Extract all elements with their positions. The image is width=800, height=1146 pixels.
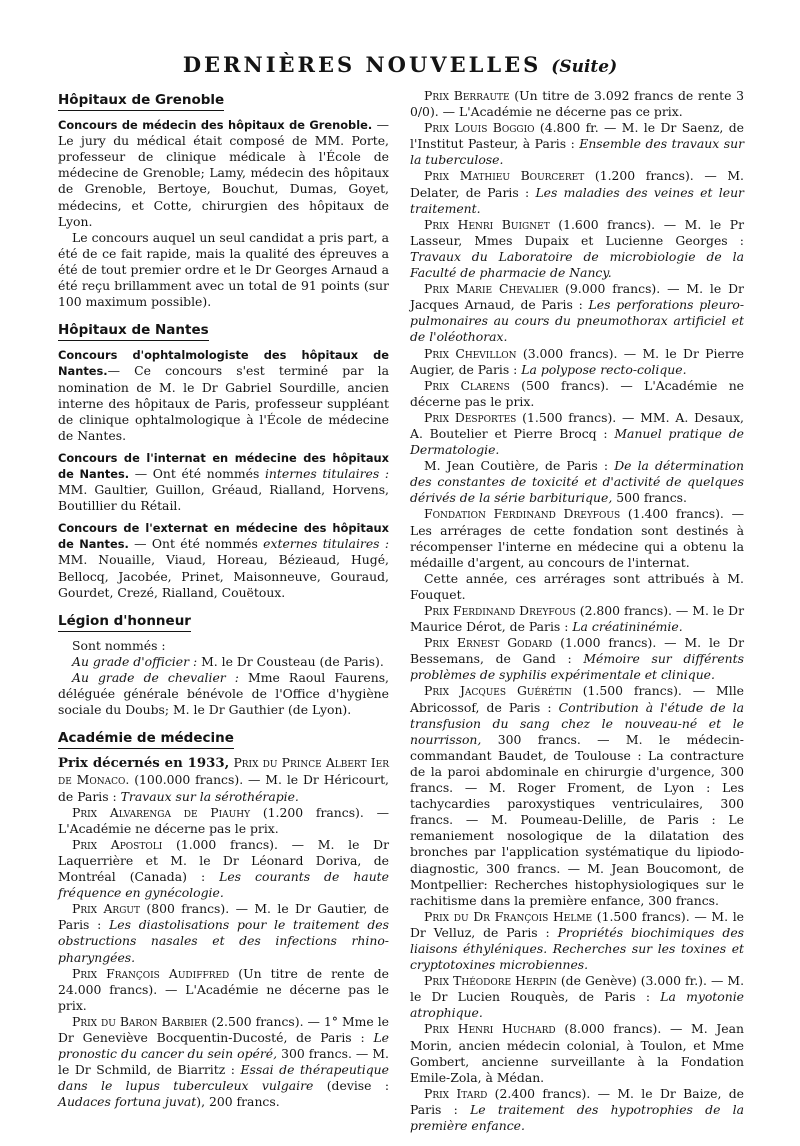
prize-text: (1.500 francs). — M. le Dr Velluz, de Paris : [410,908,744,940]
prize-paragraph [410,217,744,281]
prize-title: Les maladies des veines et leur traitement. [410,184,744,216]
academie-argut: Prix Argut (800 francs). — M. le Dr Gautier, de Paris : Les diastolisations pour le traitement des obstructions nasales et des infections rhino-pharyngées. [58,901,389,965]
prize-paragraph [410,635,744,683]
academie-alvarenga: Prix Alvarenga de Piauhy (1.200 francs). — L'Académie ne décerne pas le prix. [58,804,389,836]
section-heading-grenoble: Hôpitaux de Grenoble [58,92,224,111]
prize-text: (1.500 francs). — MM. A. Desaux, A. Boutelier et Pierre Brocq : [410,409,744,441]
prize-title: La myotonie atrophique. [410,989,745,1021]
prize-paragraph [410,458,744,506]
prize-name: Prix Berraute [424,88,510,103]
prize-name: Prix Clarens [424,377,510,393]
prize-paragraph [410,506,744,570]
prize-text: (500 francs). — L'Académie ne décerne pas le prix. [410,377,745,409]
prize-name: Prix Desportes [424,409,517,425]
prize-title: Propriétés biochimiques des liaisons éthyléniques. Recherches sur les toxines et cryptotoxines microbiennes. [410,924,745,973]
section-heading-legion: Légion d'honneur [58,613,191,632]
prize-after: 300 francs. — M. le médecin-commandant Baudet, de Toulouse : La contracture de la paroi abdominale en chirurgie d'urgence, 300 francs. — M. Roger Froment, de Lyon : Les tachycardies paroxystiques ventriculaires, 300 francs. — M. Poumeau-Delille, de Paris : Le remaniement nosologique de la dilatation des bronches par l'application systématique du lipiodo-diagnostic, 300 francs. — M. Jean Boucomont, de Montpellier: Recherches histophysiologiques sur le rachitisme dans la première enfance, 300 francs. [410,731,744,908]
prize-text: (4.800 fr. — M. le Dr Saenz, de l'Institut Pasteur, à Paris : [410,120,744,152]
prize-name: Fondation Ferdinand Dreyfous [424,506,621,522]
prize-paragraph [410,683,744,908]
academie-audiffred: Prix François Audiffred (Un titre de rente de 24.000 francs). — L'Académie ne décerne pas le prix. [58,965,389,1013]
page-title-suite: (Suite) [551,57,618,77]
prize-text: (de Genève) (3.000 fr.). — M. le Dr Lucien Rouquès, de Paris : [410,973,745,1005]
prize-title: Contribution à l'étude de la transfusion du sang chez le nouveau-né et le nourrisson, [410,699,745,747]
prize-paragraph [410,168,744,216]
prize-title: Mémoire sur différents problèmes de syphilis expérimentale et clinique. [410,651,745,683]
prize-title: Travaux du Laboratoire de microbiologie de la Faculté de pharmacie de Nancy. [410,248,744,281]
prize-name: Prix Ferdinand Dreyfous [424,603,576,618]
prize-name: Prix Ernest Godard [424,635,553,651]
section-heading-nantes: Hôpitaux de Nantes [58,322,209,341]
prize-name: Prix Itard [424,1085,488,1101]
prize-paragraph [410,410,744,458]
prize-name: Prix Henri Huchard [424,1021,556,1037]
prize-paragraph [410,281,744,345]
left-column [58,88,389,1110]
academie-apostoli: Prix Apostoli (1.000 francs). — M. le Dr Laquerrière et M. le Dr Léonard Doriva, de Montréal (Canada) : Les courants de haute fréquence en gynécologie. [58,836,389,901]
prize-paragraph [410,378,744,410]
academie-barbier: Prix du Baron Barbier (2.500 francs). — 1° Mme le Dr Geneviève Bocquentin-Ducosté, de Paris : Le pronostic du cancer du sein opéré, 300 francs. — M. le Dr Schmild, de Biarritz : Essai de thérapeutique dans le lupus tuberculeux vulgaire (devise : Audaces fortuna juvat), 200 francs. [58,1013,389,1110]
page-title [0,52,800,77]
prize-text: (2.800 francs). — M. le Dr Maurice Dérot, de Paris : [410,603,744,635]
prize-paragraph [410,909,744,973]
nantes-paragraph-2: Concours de l'internat en médecine des hôpitaux de Nantes. — Ont été nommés internes titulaires : MM. Gaultier, Guillon, Gréaud, Rialland, Horvens, Boutillier du Rétail. [58,450,389,514]
prize-paragraph [410,571,744,603]
prize-name: Prix Mathieu Bourceret [424,168,585,184]
academie-monaco: Prix décernés en 1933, Prix du Prince Albert Ier de Monaco. (100.000 francs). — M. le Dr Héricourt, de Paris : Travaux sur la sérothérapie. [58,755,389,804]
grenoble-paragraph-2: Le concours auquel un seul candidat a pris part, a été de ce fait rapide, mais la qualité des épreuves a été de tout premier ordre et le Dr Georges Arnaud a été reçu brillamment avec un total de 91 points (sur 100 maximum possible). [58,229,389,310]
prize-text: (1.500 francs). — Mlle Abricossof, de Paris : [410,683,744,715]
prize-name: Prix Henri Buignet [424,216,550,232]
prize-text: (1.000 francs). — M. le Dr Bessemans, de Gand : [410,635,744,667]
prize-title: Manuel pratique de Dermatologie. [410,425,744,458]
grenoble-paragraph-1: Concours de médecin des hôpitaux de Grenoble. — Le jury du médical était composé de MM. Porte, professeur de clinique médicale à l'École de médecine de Grenoble; Lamy, médecin des hôpitaux de Grenoble, Bertoye, Bouchut, Dumas, Goyet, médecins, et Cotte, chirurgien des hôpitaux de Lyon. [58,117,389,229]
prize-paragraph [410,120,744,168]
prize-text: (Un titre de 3.092 francs de rente 3 0/0). — L'Académie ne décerne pas ce prix. [410,88,744,120]
section-grenoble [58,88,389,310]
section-heading-academie: Académie de médecine [58,730,234,749]
section-academie [58,726,389,1110]
prize-text: Cette année, ces arrérages sont attribués à M. Fouquet. [410,570,744,602]
prize-text: M. Jean Coutière, de Paris : [424,458,615,474]
prize-name: Prix Louis Boggio [424,120,535,136]
prize-text: (2.400 francs). — M. le Dr Baize, de Paris : [410,1085,745,1117]
prize-name: Prix Jacques Guérétin [424,683,572,699]
prize-text: (1.400 francs). — Les arrérages de cette fondation sont destinés à récompenser l'interne en médecine qui a obtenu la médaille d'argent, au concours de l'internat. [410,506,744,570]
prize-paragraph [410,973,744,1021]
prize-text: (1.200 francs). — M. Delater, de Paris : [410,168,744,200]
prize-after: 500 francs. [612,490,687,506]
legion-chevalier: Au grade de chevalier : Mme Raoul Faurens, déléguée générale bénévole de l'Office d'hygiène sociale du Doubs; M. le Dr Gauthier (de Lyon). [58,670,389,718]
prize-paragraph [410,88,744,120]
prize-title: Les perforations pleuro-pulmonaires au cours du pneumothorax artificiel et de l'oléothorax. [410,297,745,345]
prize-text: (3.000 francs). — M. le Dr Pierre Augier, de Paris : [410,345,744,377]
prize-text: (9.000 francs). — M. le Dr Jacques Arnaud, de Paris : [410,281,744,313]
prize-name: Prix Théodore Herpin [424,973,557,989]
page-title-text: DERNIÈRES NOUVELLES [182,52,542,77]
prize-title: La créatininémie. [572,619,683,635]
prize-title: De la détermination des constantes de toxicité et d'activité de quelques dérivés de la série barbiturique, [410,458,744,506]
prize-paragraph [410,346,744,378]
section-nantes [58,318,389,601]
legion-intro: Sont nommés : [72,637,166,653]
prize-paragraph [410,603,744,635]
section-legion [58,609,389,719]
prize-name: Prix Marie Chevalier [424,281,559,297]
prize-name: Prix du Dr François Helme [424,908,593,924]
prize-title: La polypose recto-colique. [521,361,687,377]
prize-title: Ensemble des travaux sur la tuberculose. [410,136,745,168]
nantes-paragraph-1: Concours d'ophtalmologiste des hôpitaux de Nantes.— Ce concours s'est terminé par la nomination de M. le Dr Gabriel Sourdille, ancien interne des hôpitaux de Paris, professeur suppléant de clinique ophtalmologique à l'École de médecine de Nantes. [58,348,389,443]
prize-title: Le traitement des hypotrophies de la première enfance. [410,1101,744,1133]
prize-paragraph [410,1021,744,1085]
prize-text: (1.600 francs). — M. le Pr Lasseur, Mmes Dupaix et Lucienne Georges : [410,216,744,248]
legion-officier: Au grade d'officier : M. le Dr Cousteau (de Paris). [72,653,384,669]
nantes-paragraph-3: Concours de l'externat en médecine des hôpitaux de Nantes. — Ont été nommés externes titulaires : MM. Nouaille, Viaud, Horeau, Bézieaud, Hugé, Bellocq, Jacobée, Prinet, Maisonneuve, Gouraud, Gourdet, Crezé, Rialland, Couëtoux. [58,521,390,600]
prize-text: (8.000 francs). — M. Jean Morin, ancien médecin colonial, à Toulon, et Mme Gombert, ancienne surveillante à la Fondation Emile-Zola, à Médan. [410,1021,744,1085]
prize-paragraph [410,1086,744,1134]
right-column [410,88,744,1134]
prize-name: Prix Chevillon [424,345,517,361]
